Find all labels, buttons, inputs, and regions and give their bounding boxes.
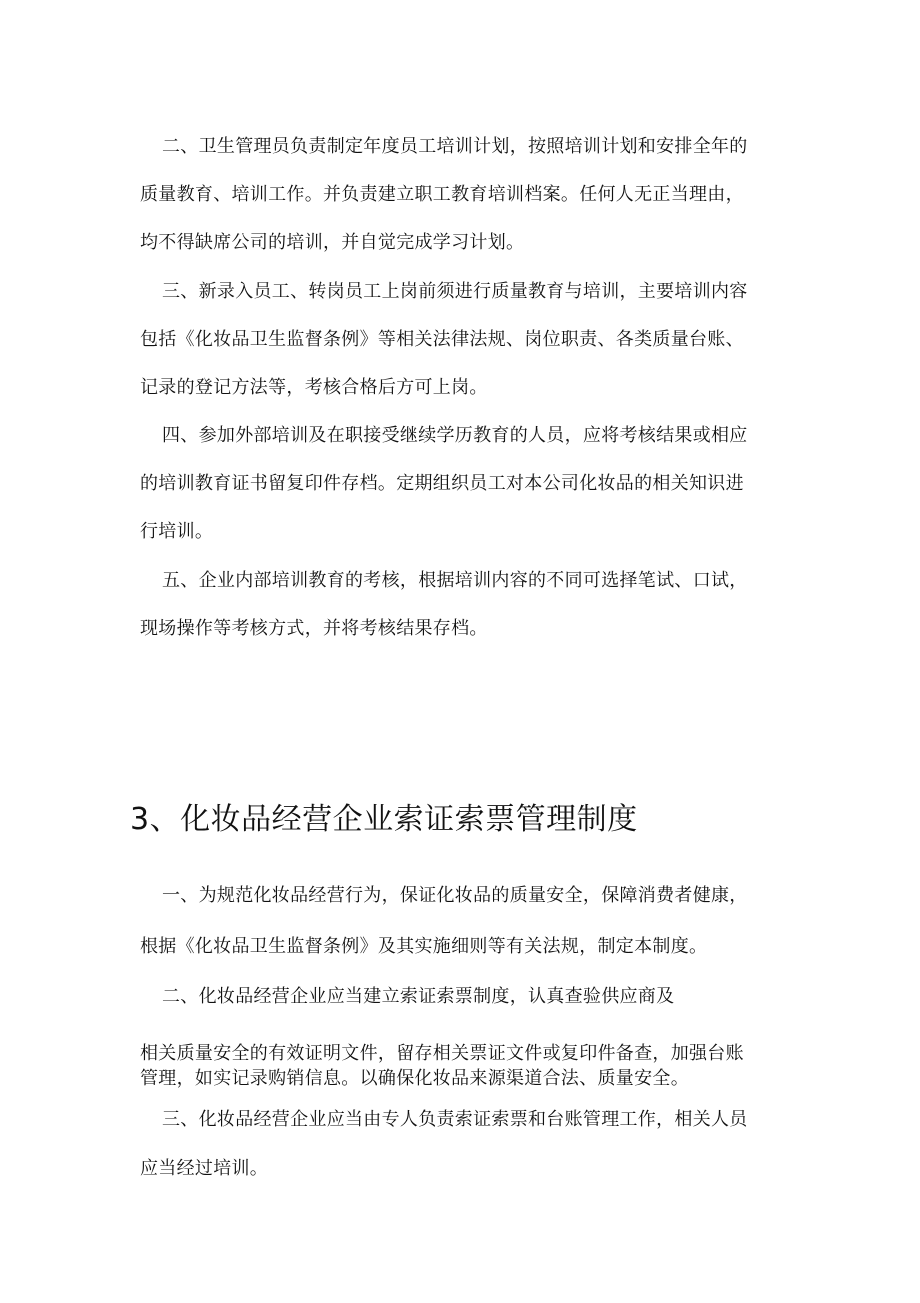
section-3-title: 3、化妆品经营企业索证索票管理制度 <box>130 802 638 837</box>
training-para-3-line-3: 记录的登记方法等，考核合格后方可上岗。 <box>140 377 488 398</box>
training-para-2-line-1: 二、卫生管理员负责制定年度员工培训计划，按照培训计划和安排全年的 <box>162 136 748 157</box>
training-para-5-line-1: 五、企业内部培训教育的考核，根据培训内容的不同可选择笔试、口试， <box>162 570 748 591</box>
training-para-3-line-1: 三、新录入员工、转岗员工上岗前须进行质量教育与培训，主要培训内容 <box>162 281 748 302</box>
training-para-2-line-3: 均不得缺席公司的培训，并自觉完成学习计划。 <box>140 232 525 253</box>
section3-para-2-line-1: 二、化妆品经营企业应当建立索证索票制度，认真查验供应商及 <box>162 986 675 1007</box>
section3-para-1-line-1: 一、为规范化妆品经营行为，保证化妆品的质量安全，保障消费者健康， <box>162 885 748 906</box>
training-para-4-line-3: 行培训。 <box>140 521 214 542</box>
training-para-5-line-2: 现场操作等考核方式，并将考核结果存档。 <box>140 618 488 639</box>
training-para-2-line-2: 质量教育、培训工作。并负责建立职工教育培训档案。任何人无正当理由， <box>140 184 744 205</box>
section3-para-2-line-3: 管理，如实记录购销信息。以确保化妆品来源渠道合法、质量安全。 <box>140 1068 689 1089</box>
section3-para-3-line-1: 三、化妆品经营企业应当由专人负责索证索票和台账管理工作，相关人员 <box>162 1109 748 1130</box>
training-para-3-line-2: 包括《化妆品卫生监督条例》等相关法律法规、岗位职责、各类质量台账、 <box>140 329 744 350</box>
training-para-4-line-2: 的培训教育证书留复印件存档。定期组织员工对本公司化妆品的相关知识进 <box>140 473 744 494</box>
section3-para-3-line-2: 应当经过培训。 <box>140 1158 269 1179</box>
section3-para-2-line-2: 相关质量安全的有效证明文件，留存相关票证文件或复印件备查，加强台账 <box>140 1043 744 1064</box>
training-para-4-line-1: 四、参加外部培训及在职接受继续学历教育的人员，应将考核结果或相应 <box>162 425 748 446</box>
section3-para-1-line-2: 根据《化妆品卫生监督条例》及其实施细则等有关法规，制定本制度。 <box>140 936 708 957</box>
